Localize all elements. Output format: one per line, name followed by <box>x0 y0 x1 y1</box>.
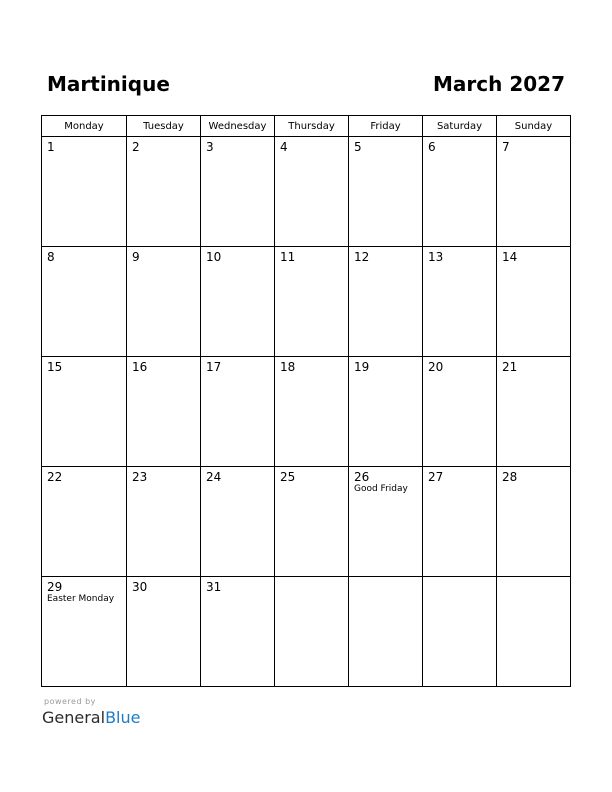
day-cell <box>42 467 127 577</box>
generalblue-logo[interactable] <box>42 708 140 728</box>
day-number <box>497 577 570 580</box>
day-cell <box>423 577 497 687</box>
day-number <box>423 577 496 580</box>
day-cell <box>275 247 349 357</box>
day-cell <box>497 467 571 577</box>
day-number: 17 <box>206 360 222 374</box>
day-number: 11 <box>280 250 296 264</box>
day-cell <box>127 247 201 357</box>
day-number: 3 <box>206 140 214 154</box>
day-number: 22 <box>47 470 63 484</box>
day-number: 9 <box>132 250 140 264</box>
day-cell <box>42 577 127 687</box>
footer-branding <box>42 697 140 728</box>
day-cell <box>201 577 275 687</box>
day-number: 25 <box>280 470 296 484</box>
day-number: 5 <box>354 140 362 154</box>
calendar-grid <box>41 115 571 687</box>
day-number: 7 <box>502 140 510 154</box>
day-cell <box>349 247 423 357</box>
day-cell <box>275 577 349 687</box>
day-cell <box>349 467 423 577</box>
day-number: 21 <box>502 360 518 374</box>
week-row <box>42 247 571 357</box>
day-cell <box>42 137 127 247</box>
day-cell <box>423 247 497 357</box>
weekday-header-row <box>42 116 571 137</box>
week-row <box>42 577 571 687</box>
day-cell <box>275 357 349 467</box>
day-number: 18 <box>280 360 296 374</box>
day-cell <box>201 467 275 577</box>
holiday-label: Good Friday <box>354 484 408 494</box>
day-number: 8 <box>47 250 55 264</box>
holiday-label: Easter Monday <box>47 594 115 604</box>
day-cell <box>201 247 275 357</box>
day-number: 26 <box>354 470 370 484</box>
day-number: 1 <box>47 140 55 154</box>
brand-blue-text: Blue <box>105 708 141 727</box>
day-number: 29 <box>47 580 63 594</box>
day-cell <box>127 467 201 577</box>
day-number: 10 <box>206 250 222 264</box>
day-cell <box>423 467 497 577</box>
day-cell <box>127 577 201 687</box>
day-number: 12 <box>354 250 370 264</box>
day-number: 19 <box>354 360 370 374</box>
week-row <box>42 357 571 467</box>
day-number: 16 <box>132 360 148 374</box>
country-title: Martinique <box>47 72 170 96</box>
day-number: 23 <box>132 470 148 484</box>
weekday-header: Saturday <box>423 116 497 137</box>
day-number: 15 <box>47 360 63 374</box>
weekday-header: Wednesday <box>201 116 275 137</box>
day-cell <box>349 357 423 467</box>
day-number: 27 <box>428 470 444 484</box>
day-number: 13 <box>428 250 444 264</box>
weekday-header: Friday <box>349 116 423 137</box>
day-number: 24 <box>206 470 222 484</box>
day-cell <box>349 137 423 247</box>
day-number: 6 <box>428 140 436 154</box>
day-number <box>349 577 422 580</box>
week-row <box>42 137 571 247</box>
day-number: 14 <box>502 250 518 264</box>
brand-general-text: General <box>42 708 106 727</box>
day-cell <box>497 357 571 467</box>
day-cell <box>349 577 423 687</box>
day-number <box>275 577 348 580</box>
day-cell <box>201 357 275 467</box>
weekday-header: Monday <box>42 116 127 137</box>
weekday-header: Thursday <box>275 116 349 137</box>
day-cell <box>42 357 127 467</box>
day-number: 31 <box>206 580 222 594</box>
day-cell <box>497 577 571 687</box>
day-cell <box>127 137 201 247</box>
day-cell <box>42 247 127 357</box>
week-row <box>42 467 571 577</box>
weekday-header: Sunday <box>497 116 571 137</box>
day-number: 28 <box>502 470 518 484</box>
day-number: 2 <box>132 140 140 154</box>
month-year-title: March 2027 <box>433 72 565 96</box>
day-cell <box>497 137 571 247</box>
day-cell <box>497 247 571 357</box>
day-number: 4 <box>280 140 288 154</box>
day-cell <box>275 467 349 577</box>
day-cell <box>423 357 497 467</box>
day-cell <box>201 137 275 247</box>
day-cell <box>127 357 201 467</box>
day-cell <box>275 137 349 247</box>
day-cell <box>423 137 497 247</box>
weekday-header: Tuesday <box>127 116 201 137</box>
powered-by-label: powered by <box>44 697 96 706</box>
day-number: 20 <box>428 360 444 374</box>
day-number: 30 <box>132 580 148 594</box>
